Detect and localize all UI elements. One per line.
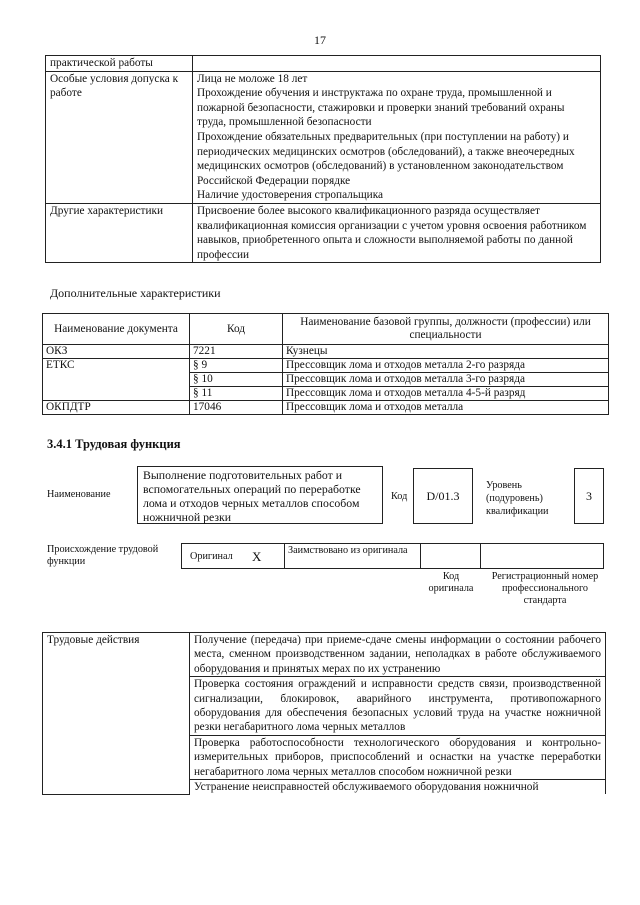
table-cell: § 9	[190, 359, 283, 373]
table-row	[43, 359, 609, 373]
table-row	[43, 633, 606, 677]
table-cell: ЕТКС	[43, 359, 190, 401]
table-cell: Прессовщик лома и отходов металла	[283, 401, 609, 415]
original-label: Оригинал	[190, 551, 233, 562]
name-label: Наименование	[47, 489, 111, 500]
requirement-line: Наличие удостоверения стропальщика	[197, 189, 384, 202]
requirement-line: Лица не моложе 18 лет	[197, 72, 308, 85]
reg-caption: Регистрационный номер профессионального стандарта	[491, 571, 599, 606]
extra-characteristics-title: Дополнительные характеристики	[50, 286, 221, 300]
section-title: 3.4.1 Трудовая функция	[47, 437, 181, 451]
row-label: Трудовые действия	[43, 633, 190, 795]
qualification-table	[45, 55, 601, 263]
level-value-box: 3	[574, 468, 604, 524]
row-content	[193, 203, 601, 262]
table-row	[43, 401, 609, 415]
table-cell: ОКПДТР	[43, 401, 190, 415]
function-name-box: Выполнение подготовительных работ и вспомогательных операций по переработке лома и отходов черных металлов способом ножничной резки	[137, 466, 383, 524]
row-label: практической работы	[46, 56, 193, 72]
table-cell: ОКЗ	[43, 345, 190, 359]
labor-action: Получение (передача) при приеме-сдаче смены информации о состоянии рабочего места, сменном производственном задании, неполадках в работе обслуживаемого оборудования и принятых мерах по их устранению	[190, 633, 606, 677]
requirement-line: Прохождение обязательных предварительных (при поступлении на работу) и периодических медицинских осмотров (обследований), а также внеочередных медицинских осмотров (обследований) в установленном законодательством Российской Федерации порядке	[197, 130, 575, 187]
level-label: Уровень (подуровень) квалификации	[486, 480, 549, 517]
table-cell: § 10	[190, 373, 283, 387]
column-header: Код	[190, 314, 283, 345]
code-label: Код	[391, 491, 408, 502]
table-cell: § 11	[190, 387, 283, 401]
table-cell: 17046	[190, 401, 283, 415]
origin-label: Происхождение трудовой функции	[47, 544, 159, 567]
extra-characteristics-table	[42, 313, 609, 415]
requirement-line: Прохождение обучения и инструктажа по охране труда, промышленной и пожарной безопасности, стажировки и проверки знаний требований охраны труда, промышленной безопасности	[197, 87, 565, 129]
labor-action: Проверка работоспособности технологического оборудования и контрольно-измерительных приборов, приспособлений и оснастки на участке переработки негабаритного лома черных металлов способом ножничной резки	[190, 735, 606, 779]
table-cell: Прессовщик лома и отходов металла 4-5-й разряд	[283, 387, 609, 401]
code-caption: Код оригинала	[428, 571, 474, 594]
original-mark: X	[252, 549, 262, 564]
requirement-line: Присвоение более высокого квалификационного разряда осуществляет квалификационная комиссия организации с учетом уровня освоения работником навыков, приобретенного опыта и сложности выполняемой работы по данной профессии	[197, 204, 587, 261]
table-row	[46, 71, 601, 203]
table-cell: Прессовщик лома и отходов металла 2-го разряда	[283, 359, 609, 373]
table-cell: Кузнецы	[283, 345, 609, 359]
divider	[480, 544, 481, 568]
column-header: Наименование документа	[43, 314, 190, 345]
table-header-row	[43, 314, 609, 345]
labor-action: Устранение неисправностей обслуживаемого оборудования ножничной	[190, 780, 606, 795]
row-label: Другие характеристики	[46, 203, 193, 262]
table-row	[46, 203, 601, 262]
divider	[284, 544, 285, 568]
borrowed-label: Заимствовано из оригинала	[288, 545, 408, 556]
divider	[420, 544, 421, 568]
row-content	[193, 56, 601, 72]
table-cell: Прессовщик лома и отходов металла 3-го разряда	[283, 373, 609, 387]
labor-actions-table	[42, 632, 606, 795]
row-label: Особые условия допуска к работе	[46, 71, 193, 203]
table-row	[43, 345, 609, 359]
row-content	[193, 71, 601, 203]
table-cell: 7221	[190, 345, 283, 359]
table-row	[46, 56, 601, 72]
function-code-box: D/01.3	[413, 468, 473, 524]
column-header: Наименование базовой группы, должности (профессии) или специальности	[283, 314, 609, 345]
labor-action: Проверка состояния ограждений и исправности средств связи, производственной сигнализации, блокировок, аварийного инструмента, противопожарного оборудования для обеспечения безопасных условий труда на участке ножничной резки негабаритного лома черных металлов	[190, 677, 606, 736]
page-number: 17	[314, 33, 326, 47]
origin-box	[181, 543, 604, 569]
